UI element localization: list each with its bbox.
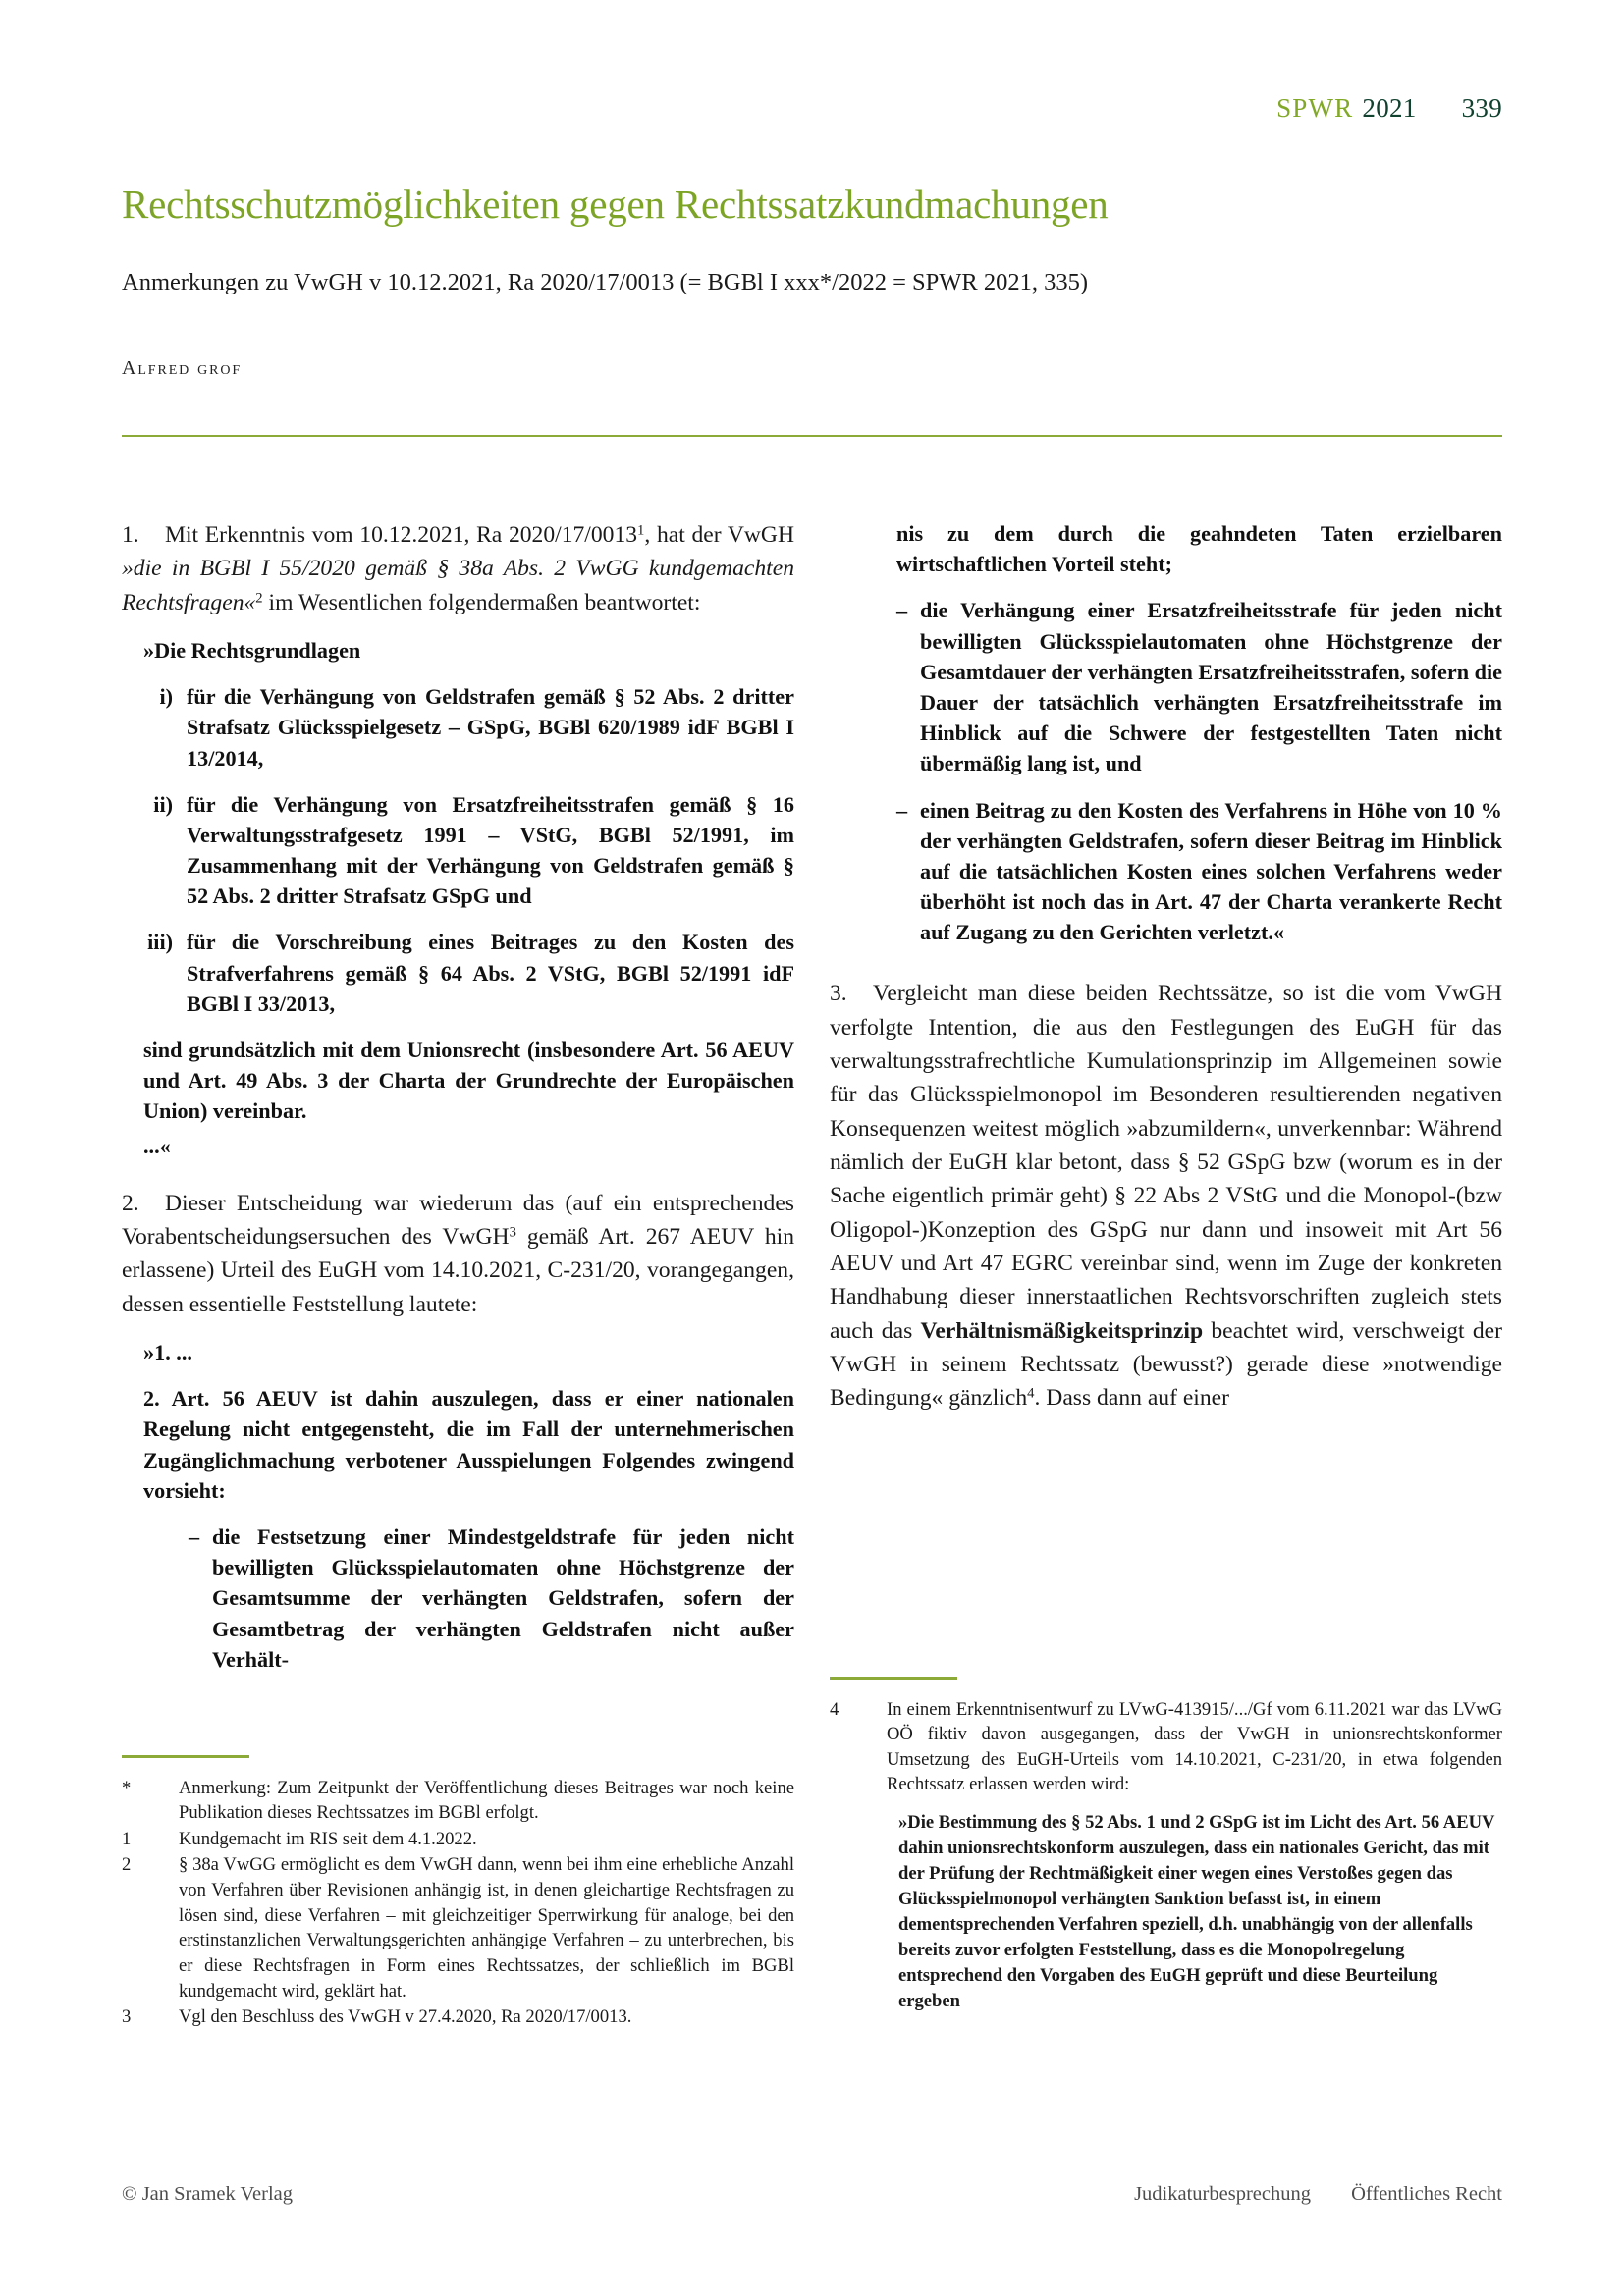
bullet-dash-icon: – <box>896 797 908 823</box>
footnote-number: 4 <box>830 1698 839 1720</box>
header-divider <box>122 435 1502 437</box>
list-marker: i) <box>159 684 173 710</box>
footer-category: Öffentliches Recht <box>1351 2183 1502 2205</box>
footnote-number: 1 <box>122 1828 132 1849</box>
article-title: Rechtsschutzmöglichkeiten gegen Rechtssatzkundmachungen <box>122 182 1109 228</box>
quote-list-item <box>143 789 794 912</box>
paragraph-1-quote-italic: »die in BGBl I 55/2020 gemäß § 38a Abs. 2 VwGG kundgemachten Rechtsfragen« <box>122 556 794 615</box>
footnote-number: 3 <box>122 2006 132 2028</box>
list-item-text: für die Verhängung von Geldstrafen gemäß § 52 Abs. 2 dritter Strafsatz Glücksspielgesetz – GSpG, BGBl 620/1989 idF BGBl I 13/2014, <box>187 684 794 771</box>
paragraph-3-text-a: Vergleicht man diese beiden Rechtssätze, so ist die vom VwGH verfolgte Intention, die aus den Festlegungen des EuGH für das verwaltungsstrafrechtliche Kumulationsprinzip im Allgemeinen sowie für das Glücksspielmonopol im Besonderen resultierenden negativen Konsequenzen weitest möglich »abzumildern«, unverkennbar: Während nämlich der EuGH klar betont, dass § 52 GSpG bzw (worum es in der Sache eigentlich primär geht) § 22 Abs 2 VStG und die Monopol-(bzw Oligopol-)Konzeption des GSpG nur dann und insoweit mit Art 56 AEUV und Art 47 EGRC vereinbar sind, wenn im Zuge der konkreten Handhabung dieser innerstaatlichen Rechtsvorschriften zugleich stets auch das <box>830 981 1502 1344</box>
paragraph-3-text-b: beachtet wird, verschweigt der VwGH in seinem Rechtssatz (bewusst?) gerade diese »notwendige Bedingung« gänzlich <box>830 1317 1502 1412</box>
bullet-dash-icon: – <box>896 598 908 623</box>
paragraph-3-text-c: . Dass dann auf einer <box>1034 1385 1229 1412</box>
quote-block-1-items <box>143 681 794 1019</box>
paragraph-2-text-b: gemäß Art. 267 AEUV hin erlassene) Urteil des EuGH vom 14.10.2021, C-231/20, vorangegangen, dessen essentielle Feststellung lautete: <box>122 1224 794 1317</box>
paragraph-2 <box>122 1187 794 1321</box>
footnote-item <box>122 2004 794 2030</box>
list-marker: ii) <box>153 791 173 817</box>
left-column <box>122 518 794 1675</box>
paragraph-1-text-c: im Wesentlichen folgendermaßen beantwortet: <box>262 589 701 615</box>
quote-list-item <box>143 681 794 774</box>
footnote-item <box>122 1852 794 2003</box>
article-subtitle: Anmerkungen zu VwGH v 10.12.2021, Ra 2020/17/0013 (= BGBl I xxx*/2022 = SPWR 2021, 335) <box>122 269 1089 295</box>
quote-block-2-line2: 2. Art. 56 AEUV ist dahin auszulegen, dass er einer nationalen Regelung nicht entgegensteht, die im Fall der unternehmerischen Zugänglichmachung verbotener Ausspielungen Folgendes zwingend vorsieht: <box>143 1386 794 1503</box>
list-marker: iii) <box>147 930 173 955</box>
footnote-number: * <box>122 1777 132 1798</box>
quote-block-3-bullets <box>896 595 1502 947</box>
footnote-item <box>122 1776 794 1826</box>
footnote-item <box>830 1697 1502 1798</box>
footnote-item <box>122 1827 794 1852</box>
quote-bullet-item <box>896 595 1502 778</box>
paragraph-2-text-a: Dieser Entscheidung war wiederum das (auf ein entsprechendes Vorabentscheidungsersuchen des VwGH <box>122 1190 794 1251</box>
paragraph-3 <box>830 977 1502 1415</box>
paragraph-1-number: 1. <box>122 522 139 548</box>
footnote-text: In einem Erkenntnisentwurf zu LVwG-413915/.../Gf vom 6.11.2021 war das LVwG OÖ fiktiv davon ausgegangen, dass der VwGH in unionsrechtskonformer Umsetzung des EuGH-Urteils vom 14.10.2021, C-231/20, in etwa folgenden Rechtssatz erlassen werden wird: <box>887 1698 1502 1795</box>
quote-list-item <box>143 927 794 1019</box>
paragraph-3-emphasis: Verhältnismäßigkeitsprinzip <box>920 1317 1204 1344</box>
footnote-text: Vgl den Beschluss des VwGH v 27.4.2020, Ra 2020/17/0013. <box>179 2006 632 2028</box>
paragraph-1 <box>122 518 794 619</box>
footnote-ref-4: 4 <box>1027 1385 1035 1402</box>
quote-block-1-tail: sind grundsätzlich mit dem Unionsrecht (insbesondere Art. 56 AEUV und Art. 49 Abs. 3 der Charta der Grundrechte der Europäischen Union) vereinbar. <box>143 1038 794 1124</box>
page-number: 339 <box>1461 93 1502 123</box>
footer-copyright: © Jan Sramek Verlag <box>122 2183 294 2205</box>
paragraph-2-number: 2. <box>122 1190 139 1216</box>
right-column <box>830 518 1502 1415</box>
running-head <box>1276 93 1502 124</box>
journal-year: 2021 <box>1362 93 1417 123</box>
footer-section-labels <box>1099 2183 1502 2206</box>
footnote-quote-block: »Die Bestimmung des § 52 Abs. 1 und 2 GSpG ist im Licht des Art. 56 AEUV dahin unionsrechtskonform auszulegen, dass ein nationales Gericht, das mit der Prüfung der Rechtmäßigkeit einer wegen eines Verstoßes gegen das Glücksspielmonopol verhängten Sanktion befasst ist, in einem dementsprechenden Verfahren speziell, d.h. unabhängig von der allenfalls bereits zuvor erfolgten Feststellung, dass es die Monopolregelung entsprechend den Vorgaben des EuGH geprüft und diese Beurteilung ergeben <box>898 1812 1495 2012</box>
list-item-text: für die Verhängung von Ersatzfreiheitsstrafen gemäß § 16 Verwaltungsstrafgesetz 1991 – VStG, BGBl 52/1991, im Zusammenhang mit der Verhängung von Geldstrafen gemäß § 52 Abs. 2 dritter Strafsatz GSpG und <box>187 791 794 909</box>
quote-block-2-bullets <box>189 1522 794 1675</box>
footnote-ref-3: 3 <box>509 1224 516 1241</box>
journal-name: SPWR <box>1276 93 1354 123</box>
quote-bullet-continuation: nis zu dem durch die geahndeten Taten erzielbaren wirtschaftlichen Vorteil steht; <box>896 521 1502 577</box>
footnote-text: Kundgemacht im RIS seit dem 4.1.2022. <box>179 1828 477 1849</box>
paragraph-1-text-a: Mit Erkenntnis vom 10.12.2021, Ra 2020/17/0013 <box>165 522 638 548</box>
bullet-text: einen Beitrag zu den Kosten des Verfahrens in Höhe von 10 % der verhängten Geldstrafen, sofern dieser Beitrag im Hinblick auf die tatsächlichen Kosten eines solchen Verfahrens weder überhöht ist noch das in Art. 47 der Charta verankerte Recht auf Zugang zu den Gerichten verletzt.« <box>920 797 1502 945</box>
footnote-number: 2 <box>122 1854 132 1876</box>
bullet-text: die Festsetzung einer Mindestgeldstrafe für jeden nicht bewilligten Glücksspielautomaten ohne Höchstgrenze der Gesamtsumme der verhängten Geldstrafen, sofern der Gesamtbetrag der verhängten Geldstrafen nicht außer Verhält- <box>212 1524 794 1672</box>
quote-block-1-ellipsis: ...« <box>143 1133 171 1158</box>
footnote-divider <box>122 1755 249 1758</box>
article-author: Alfred grof <box>122 357 243 379</box>
footnote-text: § 38a VwGG ermöglicht es dem VwGH dann, wenn bei ihm eine erhebliche Anzahl von Verfahren über Revisionen anhängig ist, in denen gleichartige Rechtsfragen zu lösen sind, diese Verfahren – mit gleichzeitiger Sperrwirkung für analoge, bei den erstinstanzlichen Verwaltungsgerichten anhängige Verfahren – zu unterbrechen, bis er diese Rechtsfragen in Form eines Rechtssatzes, der schließlich im BGBl kundgemacht wird, geklärt hat. <box>179 1854 794 2002</box>
footnote-text: Anmerkung: Zum Zeitpunkt der Veröffentlichung dieses Beitrages war noch keine Publikation dieses Rechtssatzes im BGBl erfolgt. <box>179 1777 794 1824</box>
quote-block-1-heading: »Die Rechtsgrundlagen <box>143 637 361 663</box>
page-footer <box>122 2183 1502 2206</box>
quote-bullet-item <box>189 1522 794 1675</box>
footnote-ref-1: 1 <box>637 522 645 539</box>
footer-section: Judikaturbesprechung <box>1134 2183 1311 2205</box>
footnotes-right <box>830 1677 1502 2014</box>
paragraph-3-number: 3. <box>830 981 847 1007</box>
quote-block-2-line1: »1. ... <box>143 1340 192 1365</box>
quote-bullet-item <box>896 795 1502 948</box>
bullet-text: die Verhängung einer Ersatzfreiheitsstrafe für jeden nicht bewilligten Glücksspielautomaten ohne Höchstgrenze der Gesamtdauer der verhängten Ersatzfreiheitsstrafen, sofern die Dauer der tatsächlich verhängten Ersatzfreiheitsstrafe im Hinblick auf die Schwere der festgestellten Taten nicht übermäßig lang ist, und <box>920 598 1502 776</box>
footnotes-left <box>122 1755 794 2031</box>
footnote-ref-2: 2 <box>255 590 263 607</box>
bullet-dash-icon: – <box>189 1524 200 1550</box>
footnote-divider <box>830 1677 957 1680</box>
paragraph-1-text-b: , hat der VwGH <box>644 522 794 548</box>
list-item-text: für die Vorschreibung eines Beitrages zu den Kosten des Strafverfahrens gemäß § 64 Abs. 2 VStG, BGBl 52/1991 idF BGBl I 33/2013, <box>187 930 794 1016</box>
